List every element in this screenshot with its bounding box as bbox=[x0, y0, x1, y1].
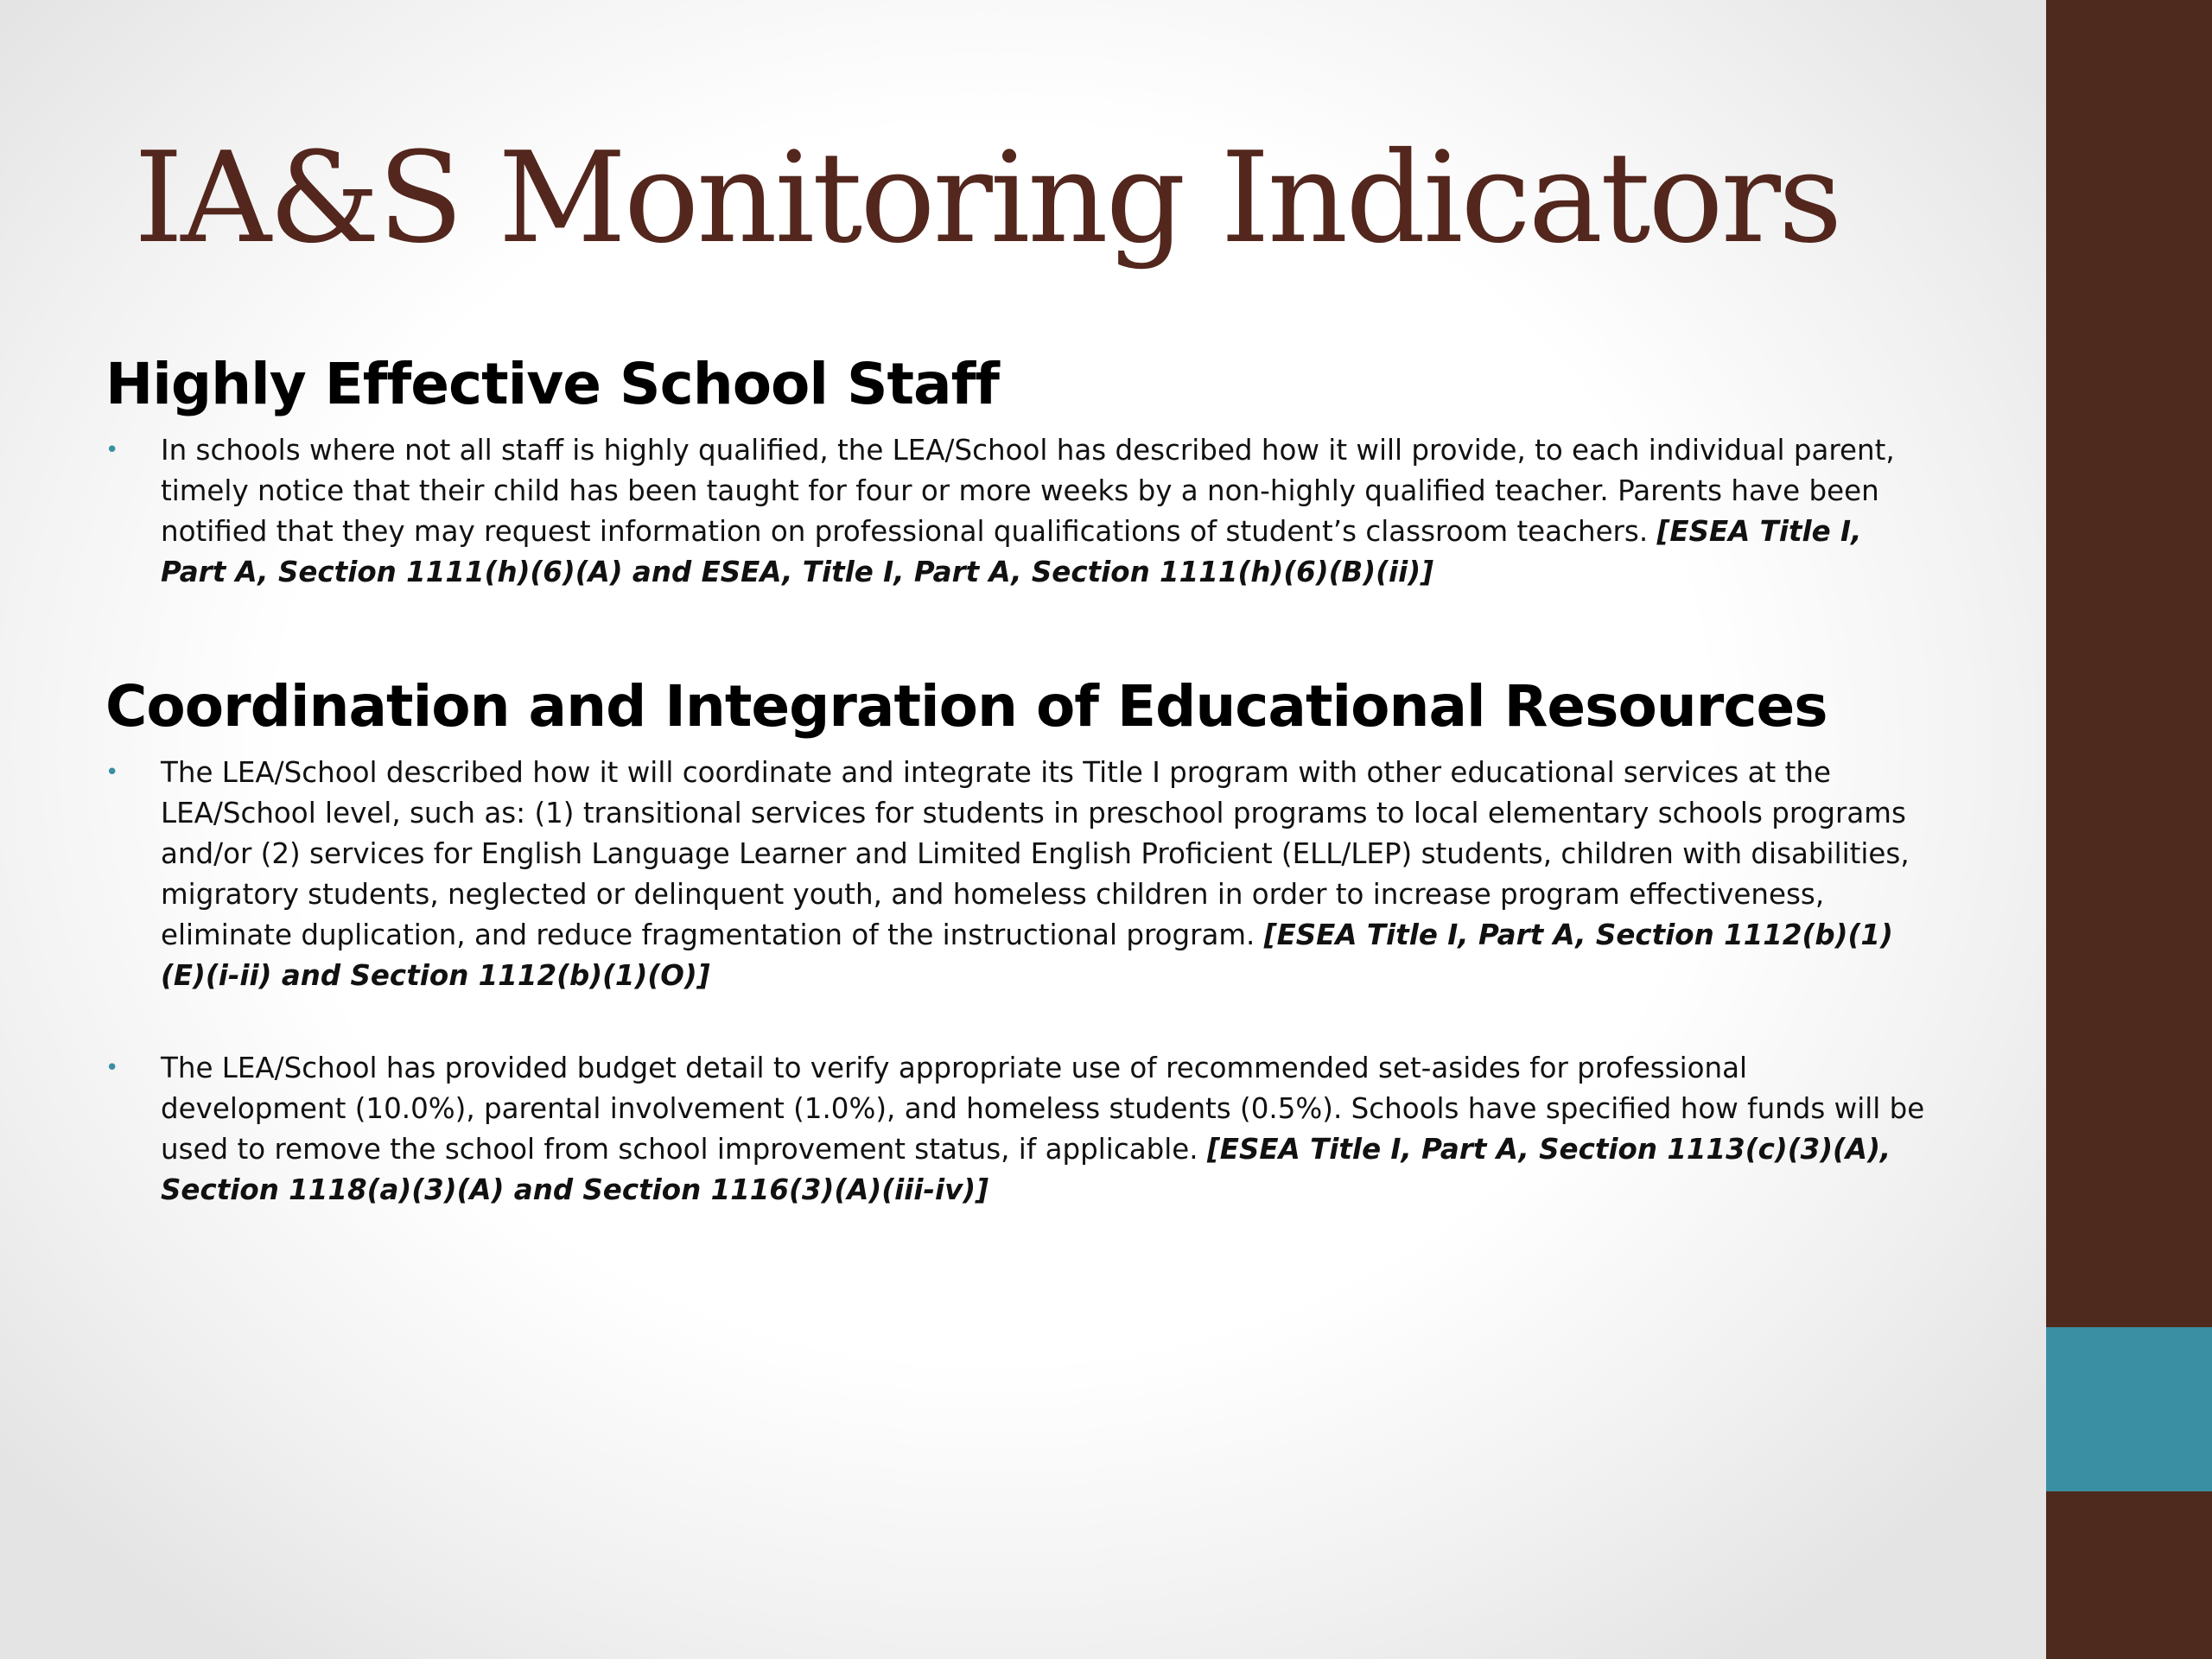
bullet-list bbox=[105, 753, 1929, 1211]
bullet-citation: [ESEA Title I, Part A, Section 1113(c)(3)(A), Section 1118(a)(3)(A) and Section 1116(3)(A)(iii-iv)] bbox=[161, 1133, 1891, 1207]
side-decoration-accent bbox=[2046, 1327, 2212, 1491]
bullet-icon: • bbox=[105, 437, 119, 464]
bullet-item bbox=[105, 1048, 1929, 1211]
bullet-text: The LEA/School described how it will coordinate and integrate its Title I program with other educational services at the LEA/School level, such as: (1) transitional services for students in preschool programs to local elementary schools programs and/or (2) services for English Language Learner and Limited English Proficient (ELL/LEP) students, children with disabilities, migratory students, neglected or delinquent youth, and homeless children in order to increase program effectiveness, eliminate duplication, and reduce fragmentation of the instructional program. bbox=[161, 756, 1910, 952]
bullet-citation: [ESEA Title I, Part A, Section 1112(b)(1)(E)(i-ii) and Section 1112(b)(1)(O)] bbox=[161, 918, 1893, 993]
section-highly-effective-staff bbox=[105, 350, 1929, 593]
section-coordination-integration bbox=[105, 672, 1929, 1211]
section-heading: Coordination and Integration of Educational Resources bbox=[105, 673, 1827, 741]
bullet-icon: • bbox=[105, 1055, 119, 1082]
bullet-text: The LEA/School has provided budget detail to verify appropriate use of recommended set-asides for professional development (10.0%), parental involvement (1.0%), and homeless students (0.5%). Schools have specified how funds will be used to remove the school from school improvement status, if applicable. bbox=[161, 1052, 1925, 1166]
bullet-citation: [ESEA Title I, Part A, Section 1111(h)(6)(A) and ESEA, Title I, Part A, Section 1111(h)(6)(B)(ii)] bbox=[161, 515, 1862, 589]
bullet-list bbox=[105, 430, 1929, 593]
bullet-text: In schools where not all staff is highly qualified, the LEA/School has described how it will provide, to each individual parent, timely notice that their child has been taught for four or more weeks by a non-highly qualified teacher. Parents have been notified that they may request information on professional qualifications of student’s classroom teachers. bbox=[161, 434, 1895, 549]
bullet-item bbox=[105, 753, 1929, 996]
bullet-icon: • bbox=[105, 760, 119, 786]
bullet-item bbox=[105, 430, 1929, 593]
section-heading: Highly Effective School Staff bbox=[105, 351, 1000, 417]
slide-title: IA&S Monitoring Indicators bbox=[134, 125, 1840, 271]
slide-content bbox=[105, 350, 1929, 1211]
